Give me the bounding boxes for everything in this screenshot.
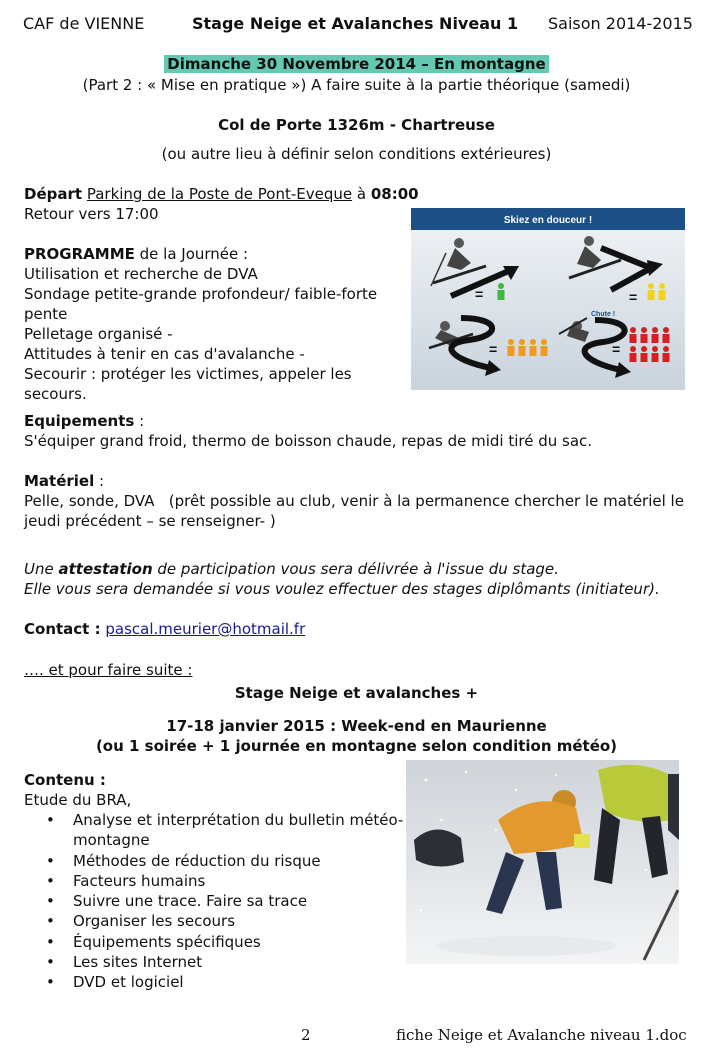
- contenu-item: • Les sites Internet: [24, 952, 404, 972]
- contact-email-link[interactable]: pascal.meurier@hotmail.fr: [105, 620, 306, 638]
- poster-chute-label: Chute !: [591, 311, 616, 318]
- footer-page-number: 2: [301, 1026, 311, 1044]
- depart-location: Parking de la Poste de Pont-Eveque: [86, 185, 353, 203]
- programme-item: Sondage petite-grande profondeur/ faible-forte: [24, 285, 378, 303]
- suite-title: Stage Neige et avalanches +: [234, 684, 479, 702]
- depart-time: 08:00: [370, 185, 419, 203]
- equipements-label: Equipements: [24, 412, 135, 430]
- programme-label-rest: de la Journée :: [134, 245, 249, 263]
- equipements-text: S'équiper grand froid, thermo de boisson chaude, repas de midi tiré du sac.: [24, 432, 593, 450]
- materiel-text-1: Pelle, sonde, DVA (prêt possible au club, venir à la permanence chercher le matériel le: [24, 492, 684, 510]
- contenu-item: • Suivre une trace. Faire sa trace: [24, 891, 404, 911]
- programme-item: pente: [24, 305, 68, 323]
- contenu-item: • Organiser les secours: [24, 911, 404, 931]
- suite-alt: (ou 1 soirée + 1 journée en montagne selon condition météo): [95, 737, 618, 755]
- materiel-label: Matériel: [24, 472, 95, 490]
- rescue-photo-graphic: [406, 760, 679, 964]
- materiel-heading: [24, 471, 104, 491]
- depart-label: Départ: [24, 185, 83, 203]
- poster-eq-1: =: [475, 286, 484, 302]
- attestation-post: de participation vous sera délivrée à l'issue du stage.: [152, 560, 559, 578]
- programme-item: Pelletage organisé -: [24, 325, 173, 343]
- contenu-intro: Etude du BRA,: [24, 791, 132, 809]
- event-place: Col de Porte 1326m - Chartreuse: [218, 116, 495, 134]
- header-title: Stage Neige et Avalanches Niveau 1: [192, 14, 519, 33]
- depart-at: à: [352, 185, 371, 203]
- ski-safety-poster: [411, 208, 685, 390]
- contenu-item: [24, 810, 404, 851]
- event-place-alt: (ou autre lieu à définir selon conditions extérieures): [161, 145, 552, 163]
- materiel-text-2: jeudi précédent – se renseigner- ): [24, 512, 276, 530]
- attestation-word: attestation: [58, 560, 153, 578]
- person-green-icon: [498, 283, 505, 300]
- ski-safety-poster-graphic: [411, 208, 685, 390]
- contact-label: Contact :: [24, 620, 101, 638]
- programme-item: Attitudes à tenir en cas d'avalanche -: [24, 345, 305, 363]
- contenu-item: • Équipements spécifiques: [24, 932, 404, 952]
- event-date-highlight: Dimanche 30 Novembre 2014 – En montagne: [164, 55, 548, 73]
- poster-eq-4: =: [612, 341, 621, 357]
- programme-heading: [24, 244, 248, 264]
- suite-intro: …. et pour faire suite :: [24, 661, 193, 679]
- programme-item: Secourir : protéger les victimes, appeler les secours.: [24, 365, 352, 403]
- poster-title: Skiez en douceur !: [503, 215, 593, 226]
- event-subline: (Part 2 : « Mise en pratique ») A faire suite à la partie théorique (samedi): [82, 76, 631, 94]
- contenu-list: [24, 810, 404, 993]
- contenu-item-text: Analyse et interprétation du bulletin météo-: [73, 811, 404, 829]
- contenu-item-text-cont: montagne: [73, 831, 150, 850]
- programme-item: Utilisation et recherche de DVA: [24, 265, 258, 283]
- attestation-pre: Une: [24, 560, 59, 578]
- equipements-colon: :: [134, 412, 145, 430]
- contenu-item: • Méthodes de réduction du risque: [24, 851, 404, 871]
- poster-eq-3: =: [489, 341, 498, 357]
- programme-list: [24, 264, 414, 404]
- contenu-item: • Facteurs humains: [24, 871, 404, 891]
- suite-dates: 17-18 janvier 2015 : Week-end en Maurienne: [166, 717, 547, 735]
- footer-filename: fiche Neige et Avalanche niveau 1.doc: [396, 1026, 687, 1044]
- poster-eq-2: =: [629, 289, 638, 305]
- materiel-colon: :: [94, 472, 105, 490]
- contact-line: [24, 619, 305, 639]
- contenu-label: Contenu :: [24, 771, 106, 789]
- attestation-line-2: Elle vous sera demandée si vous voulez effectuer des stages diplômants (initiateur).: [24, 580, 660, 598]
- contenu-item: • DVD et logiciel: [24, 972, 404, 992]
- programme-label: PROGRAMME: [24, 245, 135, 263]
- return-line: Retour vers 17:00: [24, 205, 159, 223]
- attestation-line-1: [24, 559, 559, 579]
- equipements-heading: [24, 411, 144, 431]
- header-season: Saison 2014-2015: [548, 14, 693, 33]
- header-org: CAF de VIENNE: [23, 14, 145, 33]
- depart-line: [24, 184, 419, 204]
- event-date-line: [0, 55, 713, 73]
- rescue-photo: [406, 760, 679, 964]
